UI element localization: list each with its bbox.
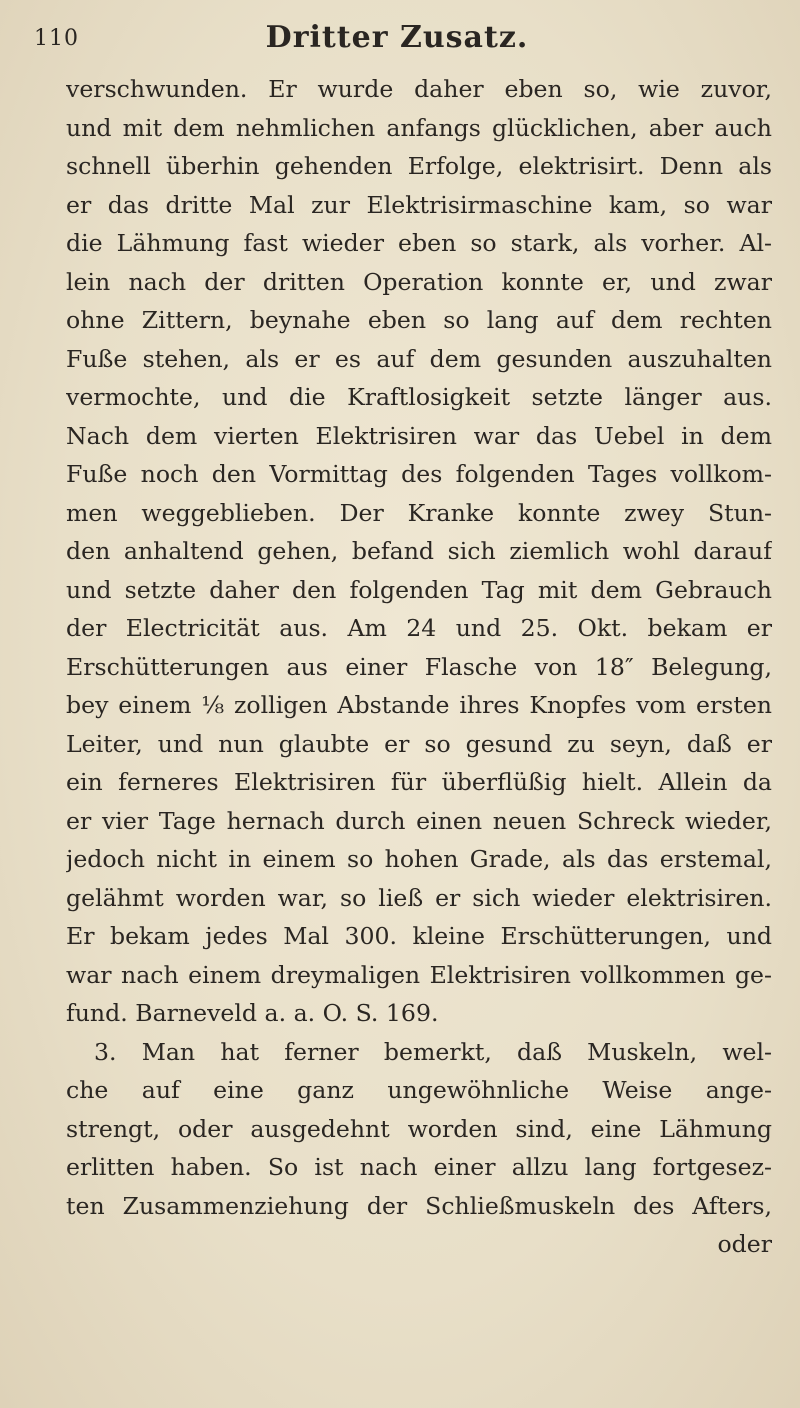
text-line: er vier Tage hernach durch einen neuen Schreck wieder, <box>66 806 772 835</box>
text-line: ohne Zittern, beynahe eben so lang auf dem rechten <box>66 306 772 334</box>
text-line: ein ferneres Elektrisiren für überflüßig hielt. Allein da <box>66 768 772 796</box>
text-line: men weggeblieben. Der Kranke konnte zwey Stun- <box>66 498 772 527</box>
text-line: che auf eine ganz ungewöhnliche Weise ange- <box>66 1076 772 1104</box>
page-header <box>34 18 760 62</box>
text-line: Fuße noch den Vormittag des folgenden Tages vollkom- <box>66 460 772 488</box>
text-line: lein nach der dritten Operation konnte er, und zwar <box>66 267 772 296</box>
text-line: gelähmt worden war, so ließ er sich wieder elektrisiren. <box>66 883 772 912</box>
text-line: war nach einem dreymaligen Elektrisiren vollkommen ge- <box>66 960 772 989</box>
text-line: den anhaltend gehen, befand sich ziemlich wohl darauf <box>66 537 772 565</box>
text-line: strengt, oder ausgedehnt worden sind, eine Lähmung <box>66 1114 772 1143</box>
catchword: oder <box>717 1230 772 1258</box>
running-head: Dritter Zusatz. <box>265 20 529 55</box>
text-line: Erschütterungen aus einer Flasche von 18″ Belegung, <box>66 652 772 681</box>
text-line: der Electricität aus. Am 24 und 25. Okt. bekam er <box>66 614 772 642</box>
text-line: und mit dem nehmlichen anfangs glücklichen, aber auch <box>66 113 772 142</box>
body-text <box>66 70 772 1264</box>
text-line: Nach dem vierten Elektrisiren war das Uebel in dem <box>66 421 772 450</box>
page-number: 110 <box>34 26 79 51</box>
text-line: 3. Man hat ferner bemerkt, daß Muskeln, wel- <box>94 1037 772 1066</box>
text-line: Leiter, und nun glaubte er so gesund zu seyn, daß er <box>66 729 772 758</box>
text-line: schnell überhin gehenden Erfolge, elektrisirt. Denn als <box>66 152 772 180</box>
text-line: fund. Barneveld a. a. O. S. 169. <box>66 999 439 1027</box>
text-line: erlitten haben. So ist nach einer allzu lang fortgesez- <box>66 1153 772 1181</box>
text-line: und setzte daher den folgenden Tag mit dem Gebrauch <box>66 575 772 604</box>
text-line: Fuße stehen, als er es auf dem gesunden auszuhalten <box>66 344 772 373</box>
text-line: er das dritte Mal zur Elektrisirmaschine kam, so war <box>66 190 772 219</box>
text-line: ten Zusammenziehung der Schließmuskeln des Afters, <box>66 1191 772 1220</box>
text-line: die Lähmung fast wieder eben so stark, als vorher. Al- <box>66 229 772 257</box>
text-line: bey einem ⅛ zolligen Abstande ihres Knopfes vom ersten <box>66 691 772 719</box>
text-line: Er bekam jedes Mal 300. kleine Erschütterungen, und <box>66 922 772 950</box>
text-line: verschwunden. Er wurde daher eben so, wie zuvor, <box>66 75 772 103</box>
text-line: vermochte, und die Kraftlosigkeit setzte länger aus. <box>66 383 772 411</box>
text-line: jedoch nicht in einem so hohen Grade, als das erstemal, <box>66 845 772 873</box>
